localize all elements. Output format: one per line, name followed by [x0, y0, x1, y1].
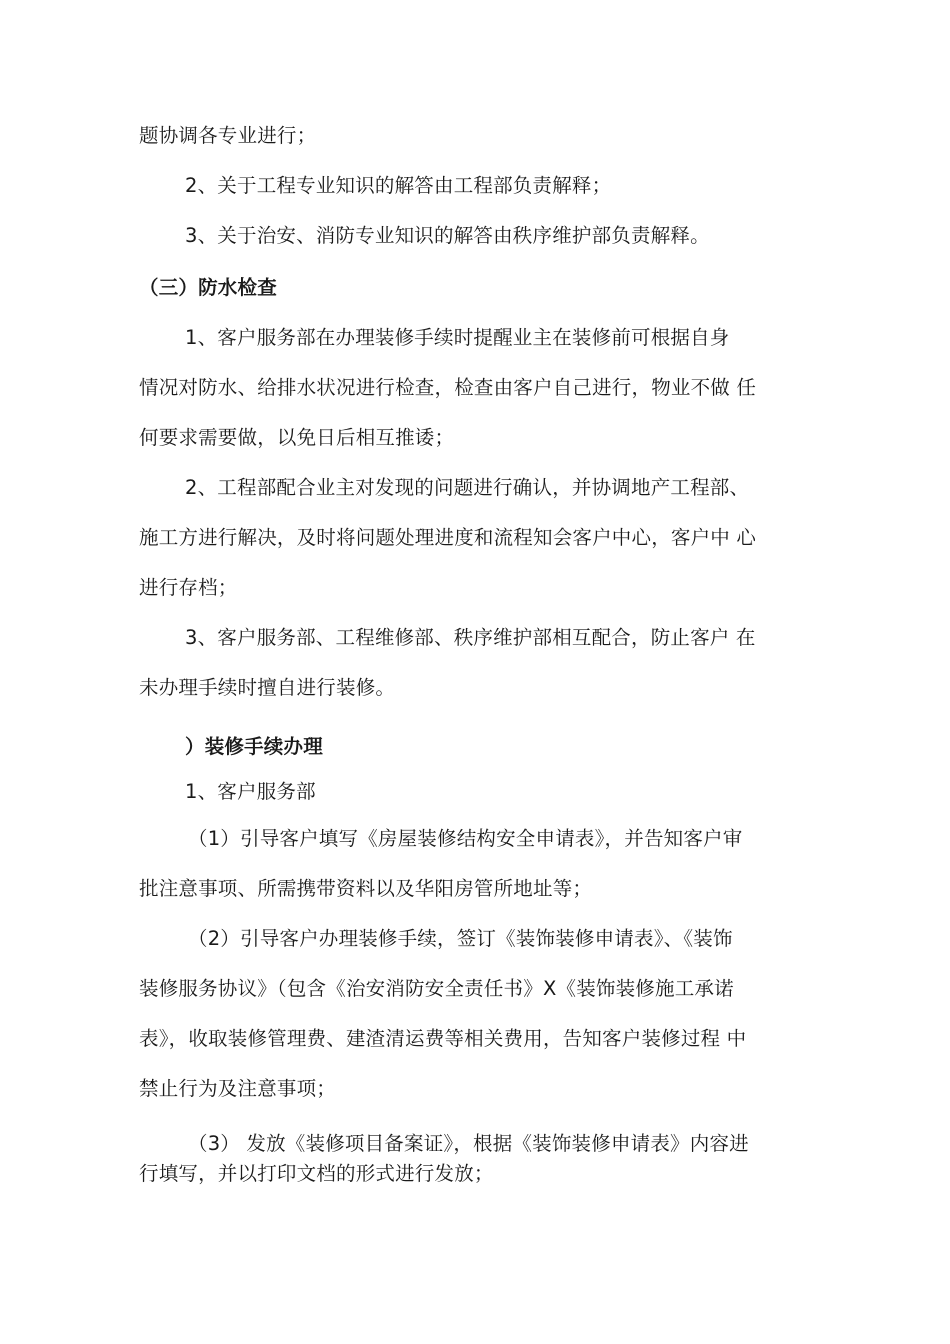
paragraph-line: 表》，收取装修管理费、建渣清运费等相关费用，告知客户装修过程 中: [139, 1027, 747, 1050]
paragraph-line: 未办理手续时擅自进行装修。: [139, 676, 396, 699]
paragraph-line: 2、工程部配合业主对发现的问题进行确认，并协调地产工程部、: [185, 476, 750, 499]
paragraph-line: 装修服务协议》（包含《治安消防安全责任书》X《装饰装修施工承诺: [139, 977, 734, 1000]
paragraph-line: 禁止行为及注意事项；: [139, 1077, 337, 1100]
paragraph-line: 行填写，并以打印文档的形式进行发放；: [139, 1162, 494, 1185]
paragraph-line: 进行存档；: [139, 576, 238, 599]
paragraph-line: 3、客户服务部、工程维修部、秩序维护部相互配合，防止客户 在: [185, 626, 756, 649]
paragraph-line: （1）引导客户填写《房屋装修结构安全申请表》，并告知客户审: [188, 827, 743, 850]
paragraph-line: 情况对防水、给排水状况进行检查，检查由客户自己进行，物业不做 任: [139, 376, 757, 399]
paragraph-line: 1、客户服务部在办理装修手续时提醒业主在装修前可根据自身: [185, 326, 730, 349]
paragraph-line: 何要求需要做，以免日后相互推诿；: [139, 426, 455, 449]
section-heading: （三）防水检查: [139, 276, 277, 299]
paragraph-line: 批注意事项、所需携带资料以及华阳房管所地址等；: [139, 877, 593, 900]
paragraph-line: （2）引导客户办理装修手续，签订《装饰装修申请表》、《装饰: [188, 927, 733, 950]
paragraph-line: 施工方进行解决，及时将问题处理进度和流程知会客户中心，客户中 心: [139, 526, 757, 549]
paragraph-line: （3） 发放《装修项目备案证》，根据《装饰装修申请表》内容进: [188, 1132, 749, 1155]
section-heading: ）装修手续办理: [185, 735, 323, 758]
paragraph-line: 2、关于工程专业知识的解答由工程部负责解释；: [185, 174, 612, 197]
paragraph-line: 题协调各专业进行；: [139, 124, 317, 147]
paragraph-line: 1、客户服务部: [185, 780, 316, 803]
paragraph-line: 3、关于治安、消防专业知识的解答由秩序维护部负责解释。: [185, 224, 710, 247]
